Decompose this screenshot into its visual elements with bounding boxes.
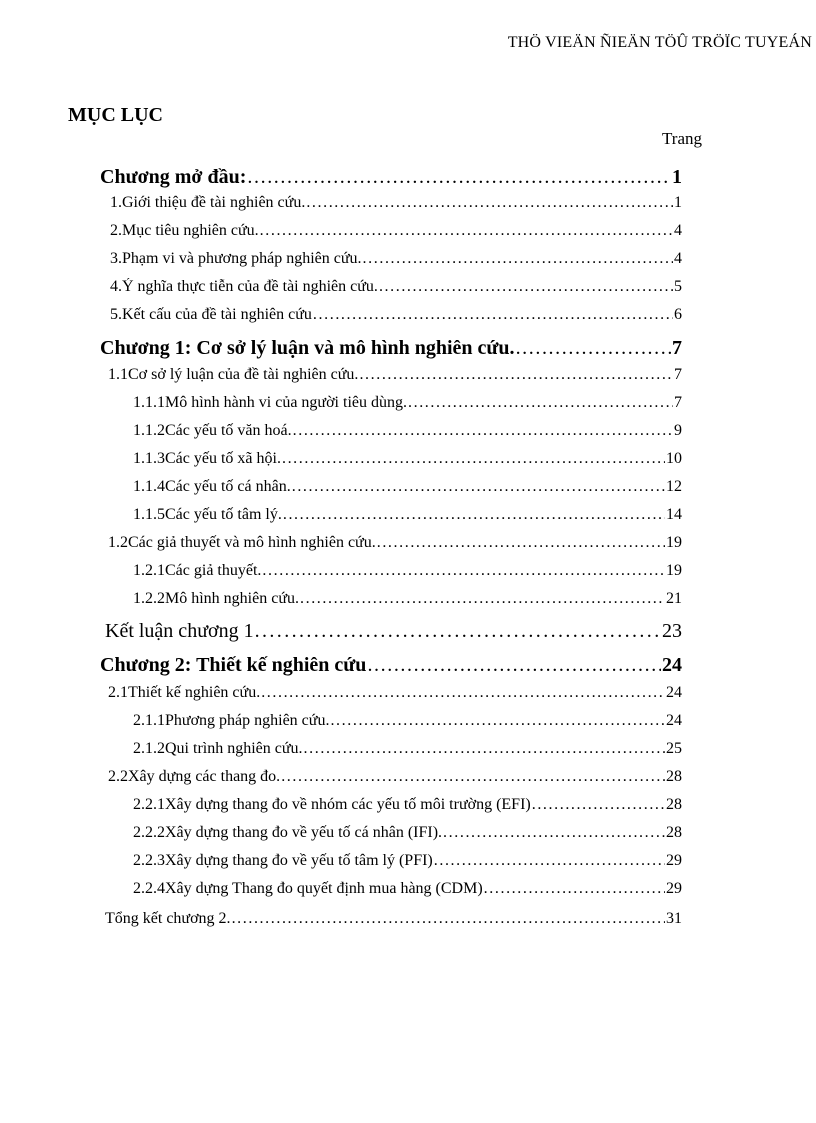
toc-entry-label: Kết cấu của đề tài nghiên cứu	[122, 306, 312, 323]
toc-entry	[133, 824, 682, 852]
dot-leader	[313, 306, 673, 324]
toc-entry-label: Xây dựng thang đo về yếu tố cá nhân (IFI).	[165, 824, 443, 841]
dot-leader	[260, 222, 673, 240]
toc-entry-label: Kết luận chương 1	[105, 620, 254, 642]
toc-entry-page: 1	[674, 194, 682, 211]
dot-leader	[330, 712, 665, 730]
toc-entry	[108, 366, 682, 394]
toc-entry	[110, 194, 682, 222]
dot-leader	[359, 366, 673, 384]
toc-entry	[110, 306, 682, 334]
toc-entry-label: Các yếu tố cá nhân.	[165, 478, 291, 495]
toc-entry-number: 2.2.3	[133, 852, 165, 869]
toc-entry-label: Các yếu tố xã hội.	[165, 450, 281, 467]
toc-entry-label: Các giả thuyết.	[165, 562, 262, 579]
toc-entry-page: 9	[674, 422, 682, 439]
toc-entry	[100, 337, 682, 365]
toc-entry-number: 2.	[110, 222, 122, 239]
dot-leader	[232, 910, 665, 928]
toc-entry-page: 7	[672, 337, 682, 359]
dot-leader	[283, 506, 665, 524]
toc-entry	[110, 278, 682, 306]
toc-entry-page: 6	[674, 306, 682, 323]
toc-entry-page: 10	[666, 450, 682, 467]
dot-leader	[377, 534, 665, 552]
toc-entry-page: 4	[674, 250, 682, 267]
toc-title: MỤC LỤC	[68, 104, 163, 126]
dot-leader	[262, 562, 665, 580]
dot-leader	[300, 590, 665, 608]
dot-leader	[292, 478, 665, 496]
dot-leader	[363, 250, 673, 268]
toc-entry-number: 1.1	[108, 366, 128, 383]
toc-entry-label: Xây dựng thang đo về yếu tố tâm lý (PFI)	[165, 852, 433, 869]
toc-entry	[133, 740, 682, 768]
dot-leader	[281, 768, 665, 786]
dot-leader	[532, 796, 665, 814]
toc-entry	[105, 910, 682, 938]
dot-leader	[379, 278, 673, 296]
toc-entry-page: 28	[666, 768, 682, 785]
dot-leader	[367, 654, 661, 677]
toc-entry-label: Xây dựng các thang đo.	[128, 768, 281, 785]
toc-entry-page: 24	[662, 654, 682, 676]
toc-entry-label: Qui trình nghiên cứu.	[165, 740, 303, 757]
toc-entry-page: 25	[666, 740, 682, 757]
toc-entry	[133, 450, 682, 478]
toc-entry-number: 1.1.1	[133, 394, 165, 411]
dot-leader	[516, 337, 671, 360]
dot-leader	[443, 824, 665, 842]
toc-entry-page: 1	[672, 166, 682, 188]
toc-entry	[133, 852, 682, 880]
dot-leader	[247, 166, 671, 189]
toc-entry-label: Xây dựng thang đo về nhóm các yếu tố môi trường (EFI)	[165, 796, 531, 813]
toc-entry-page: 29	[666, 852, 682, 869]
toc-entry-label: Mô hình nghiên cứu.	[165, 590, 299, 607]
toc-entry	[133, 796, 682, 824]
toc-entry-label: Phạm vi và phương pháp nghiên cứu.	[122, 250, 362, 267]
toc-entry	[108, 534, 682, 562]
dot-leader	[306, 194, 673, 212]
toc-entry-page: 7	[674, 366, 682, 383]
toc-entry	[108, 684, 682, 712]
toc-entry-page: 7	[674, 394, 682, 411]
page-column-label: Trang	[662, 129, 702, 148]
dot-leader	[434, 852, 665, 870]
dot-leader	[261, 684, 665, 702]
toc-entry-label: Các giả thuyết và mô hình nghiên cứu.	[128, 534, 376, 551]
toc-entry-number: 5.	[110, 306, 122, 323]
toc-entry-number: 1.1.2	[133, 422, 165, 439]
toc-entry	[133, 478, 682, 506]
toc-entry-label: Xây dựng Thang đo quyết định mua hàng (CDM)	[165, 880, 483, 897]
toc-entry	[100, 654, 682, 682]
toc-entry-number: 2.1	[108, 684, 128, 701]
toc-entry	[133, 422, 682, 450]
toc-entry-number: 1.	[110, 194, 122, 211]
toc-entry	[100, 166, 682, 194]
toc-entry-number: 1.1.3	[133, 450, 165, 467]
toc-entry-page: 24	[666, 712, 682, 729]
toc-entry	[108, 768, 682, 796]
toc-entry-page: 31	[666, 910, 682, 927]
toc-entry	[133, 590, 682, 618]
toc-entry-page: 19	[666, 562, 682, 579]
toc-entry	[133, 506, 682, 534]
toc-entry	[133, 712, 682, 740]
toc-entry-number: 2.2	[108, 768, 128, 785]
toc-entry	[133, 880, 682, 908]
toc-entry-number: 3.	[110, 250, 122, 267]
toc-entry-page: 14	[666, 506, 682, 523]
toc-entry-label: Tổng kết chương 2.	[105, 910, 231, 927]
toc-entry-label: Mô hình hành vi của người tiêu dùng.	[165, 394, 407, 411]
toc-entry-number: 2.2.1	[133, 796, 165, 813]
toc-entry-label: Chương 1: Cơ sở lý luận và mô hình nghiên cứu.	[100, 337, 515, 359]
toc-entry	[133, 394, 682, 422]
toc-entry-page: 28	[666, 796, 682, 813]
page-header: THÖ VIEÄN ÑIEÄN TÖÛ TRÖÏC TUYEÁN	[507, 34, 812, 51]
toc-entry	[105, 620, 682, 648]
dot-leader	[255, 620, 661, 643]
toc-entry-label: Các yếu tố tâm lý.	[165, 506, 282, 523]
toc-entry-number: 1.2	[108, 534, 128, 551]
toc-entry	[110, 222, 682, 250]
toc-entry-number: 1.1.4	[133, 478, 165, 495]
toc-entry-page: 12	[666, 478, 682, 495]
toc-entry-number: 2.2.4	[133, 880, 165, 897]
toc-entry-number: 1.2.2	[133, 590, 165, 607]
toc-entry-number: 2.2.2	[133, 824, 165, 841]
toc-entry-label: Ý nghĩa thực tiễn của đề tài nghiên cứu.	[122, 278, 378, 295]
toc-entry-label: Các yếu tố văn hoá.	[165, 422, 292, 439]
toc-entry-page: 5	[674, 278, 682, 295]
dot-leader	[408, 394, 673, 412]
toc-entry-label: Mục tiêu nghiên cứu.	[122, 222, 259, 239]
toc-entry-label: Chương 2: Thiết kế nghiên cứu	[100, 654, 367, 676]
dot-leader	[484, 880, 665, 898]
toc-entry-page: 28	[666, 824, 682, 841]
toc-entry-page: 29	[666, 880, 682, 897]
toc-entry-page: 19	[666, 534, 682, 551]
toc-entry-page: 21	[666, 590, 682, 607]
toc-entry-number: 1.2.1	[133, 562, 165, 579]
dot-leader	[293, 422, 673, 440]
toc-entry-label: Cơ sở lý luận của đề tài nghiên cứu.	[128, 366, 359, 383]
toc-entry	[110, 250, 682, 278]
toc-entry-label: Thiết kế nghiên cứu.	[128, 684, 261, 701]
toc-entry-label: Giới thiệu đề tài nghiên cứu.	[122, 194, 306, 211]
toc-entry-number: 4.	[110, 278, 122, 295]
dot-leader	[282, 450, 665, 468]
toc-entry-page: 4	[674, 222, 682, 239]
toc-entry-number: 2.1.1	[133, 712, 165, 729]
toc-entry-label: Chương mở đầu:	[100, 166, 247, 188]
toc-entry-number: 1.1.5	[133, 506, 165, 523]
toc-entry-page: 24	[666, 684, 682, 701]
toc-entry-number: 2.1.2	[133, 740, 165, 757]
toc-entry-page: 23	[662, 620, 682, 642]
toc-entry-label: Phương pháp nghiên cứu.	[165, 712, 330, 729]
dot-leader	[304, 740, 665, 758]
toc-entry	[133, 562, 682, 590]
